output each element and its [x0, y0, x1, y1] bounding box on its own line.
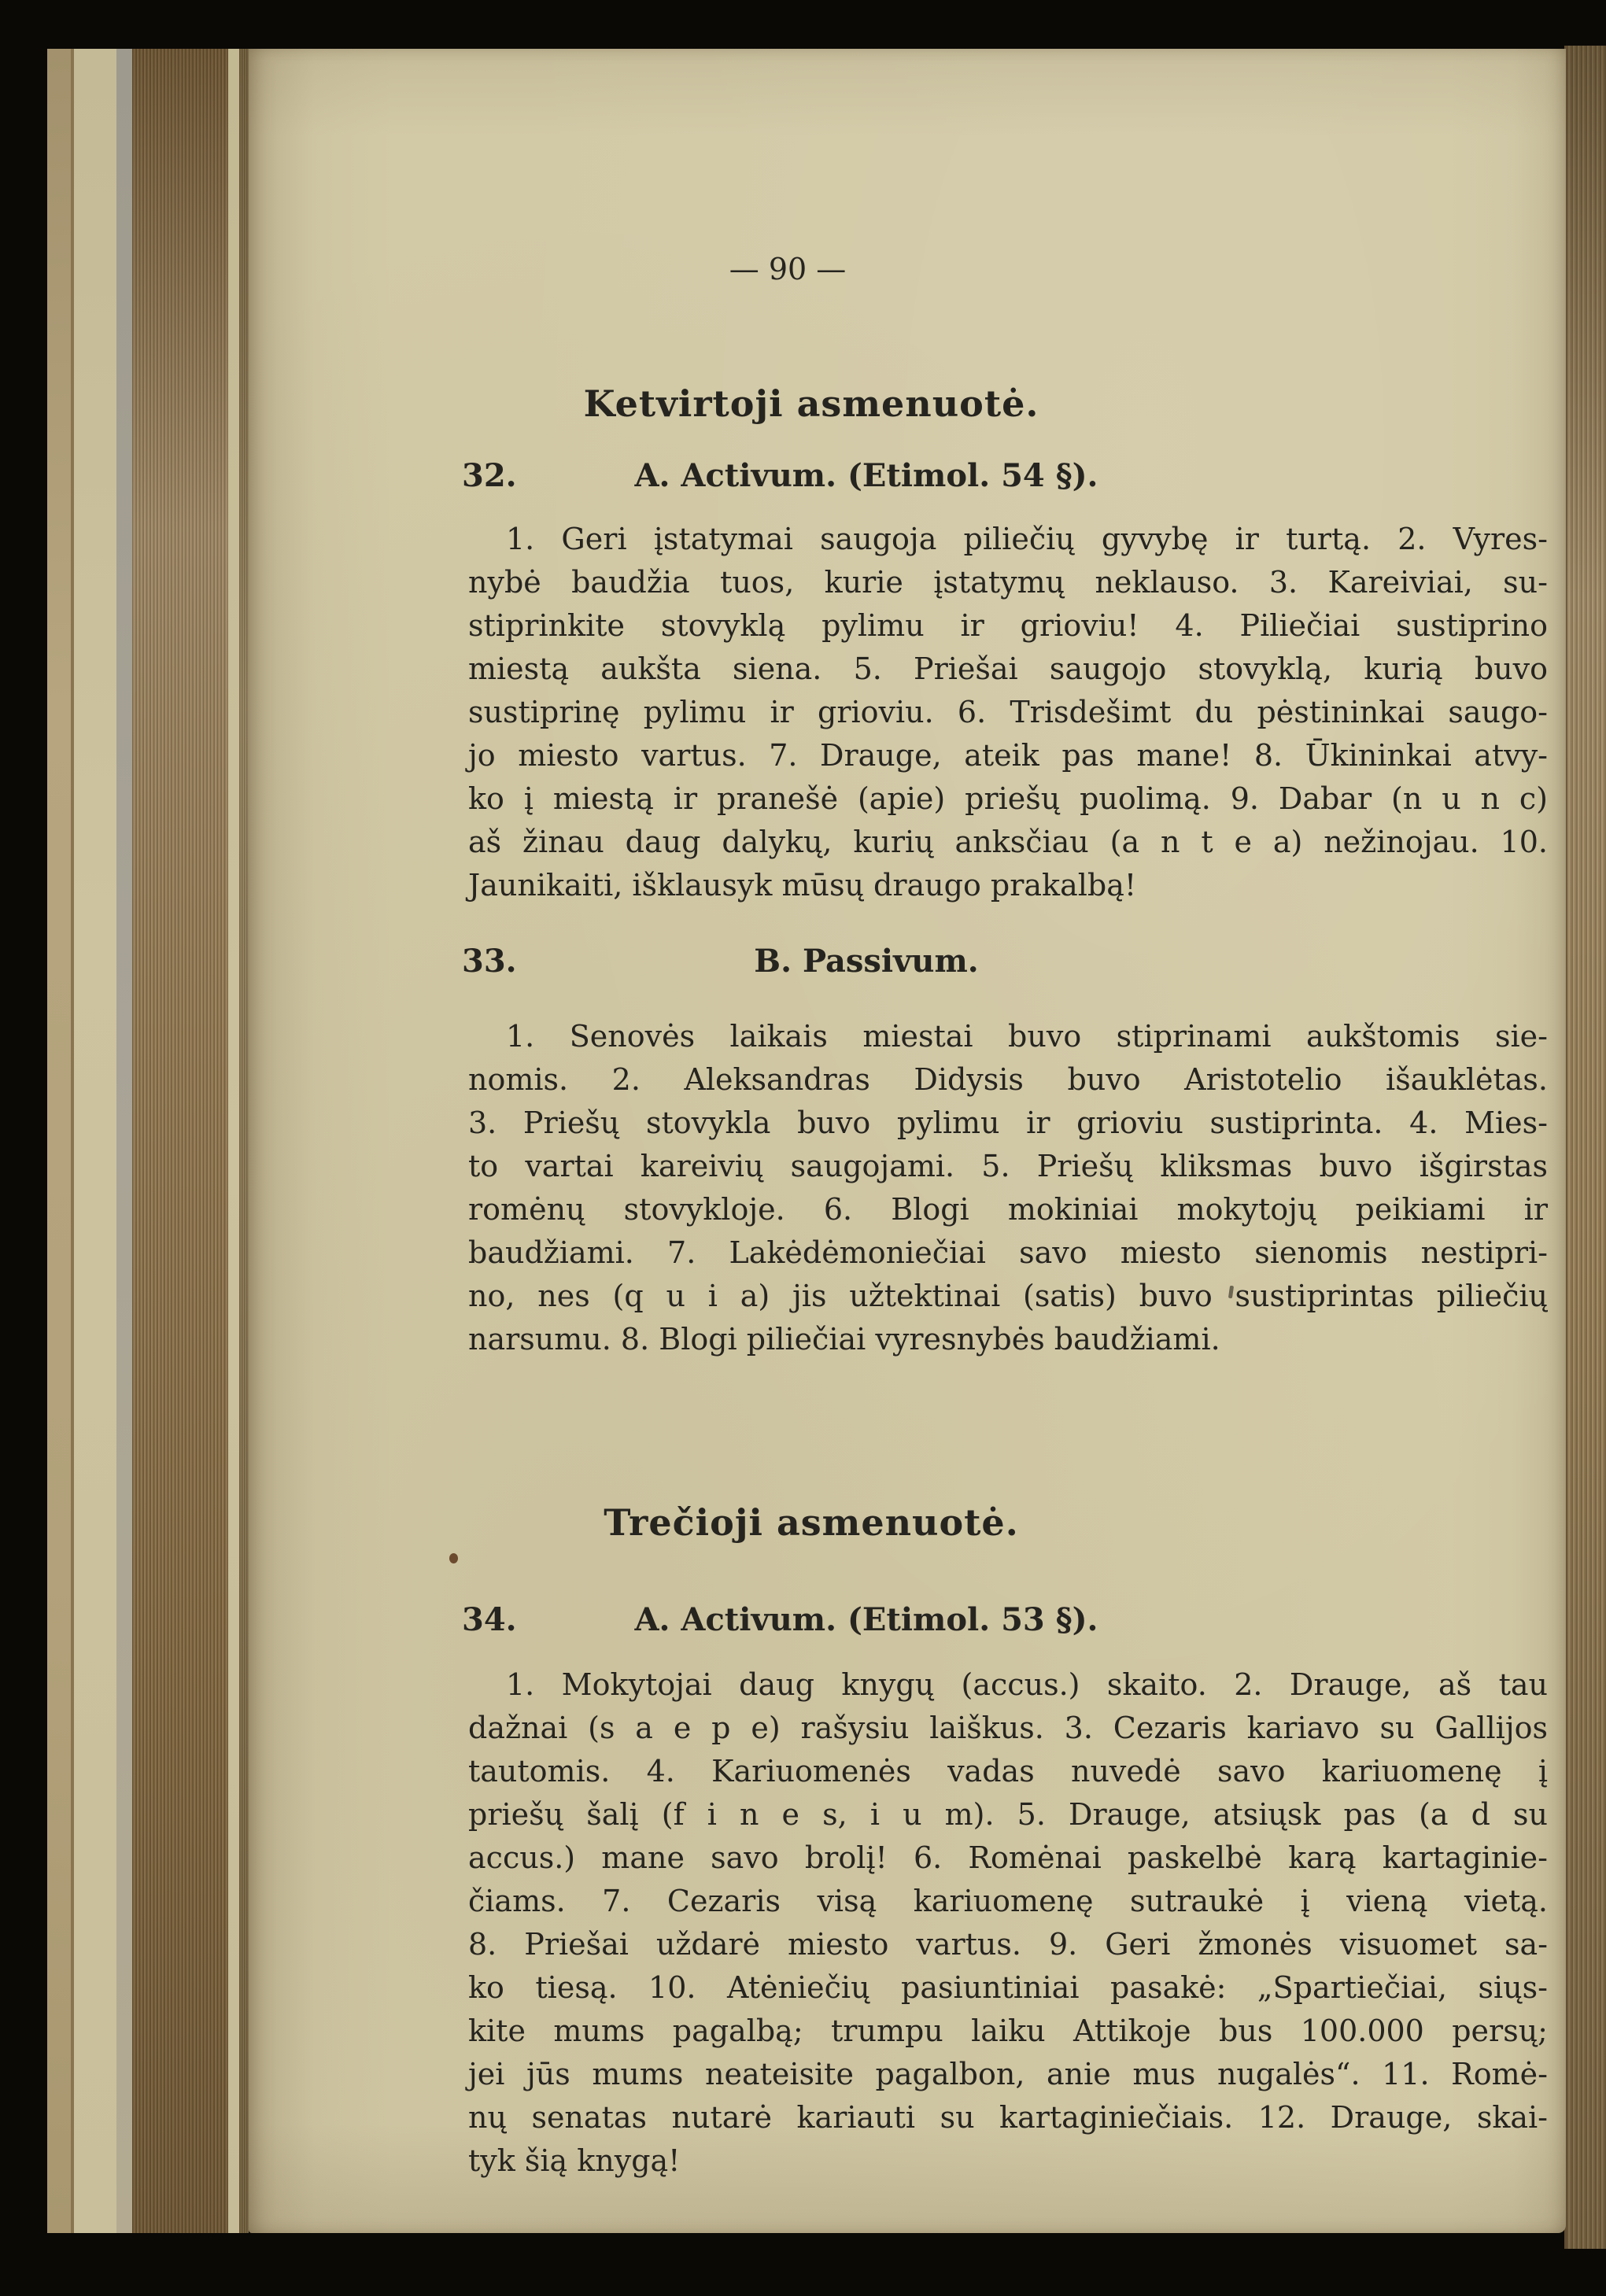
text-line: 3. Priešų stovykla buvo pylimu ir grioviu sustiprinta. 4. Mies- — [468, 1106, 1548, 1140]
text-line: aš žinau daug dalykų, kurių anksčiau (a n t e a) nežinojau. 10. — [468, 825, 1548, 859]
text-line: 1. Geri įstatymai saugoja piliečių gyvybę ir turtą. 2. Vyres- — [506, 522, 1548, 556]
text-line: miestą aukšta siena. 5. Priešai saugojo stovyklą, kurią buvo — [468, 652, 1548, 686]
section-number: 34. — [462, 1601, 517, 1638]
scan-bed-top — [0, 0, 1606, 49]
text-line: kite mums pagalbą; trumpu laiku Attikoje bus 100.000 persų; — [468, 2014, 1548, 2048]
text-line: nų senatas nutarė kariauti su kartaginiečiais. 12. Drauge, skai- — [468, 2100, 1548, 2135]
book-page — [249, 49, 1566, 2233]
text-line: tautomis. 4. Kariuomenės vadas nuvedė savo kariuomenę į — [468, 1754, 1548, 1788]
page-stack-edge — [228, 49, 239, 2233]
section-heading: A. Activum. (Etimol. 53 §). — [634, 1601, 1098, 1638]
text-line: stiprinkite stovyklą pylimu ir grioviu! 4. Piliečiai sustiprino — [468, 608, 1548, 643]
chapter-title-fourth-conjugation: Ketvirtoji asmenuotė. — [583, 382, 1039, 425]
text-line: priešų šalį (f i n e s, i u m). 5. Drauge, atsiųsk pas (a d su — [468, 1797, 1548, 1832]
exercise-paragraph-32 — [468, 518, 1548, 907]
text-line: narsumu. 8. Blogi piliečiai vyresnybės baudžiami. — [468, 1322, 1220, 1357]
scan-bed-bottom — [0, 2233, 1606, 2296]
section-number: 33. — [462, 943, 517, 980]
text-line: dažnai (s a e p e) rašysiu laiškus. 3. Cezaris kariavo su Gallijos — [468, 1711, 1548, 1745]
text-column — [462, 49, 1548, 2183]
text-line: 1. Mokytojai daug knygų (accus.) skaito. 2. Drauge, aš tau — [506, 1667, 1548, 1702]
page-stack-fore-edge — [239, 49, 249, 2233]
book-cover-edge — [47, 49, 74, 2233]
page-stack-edge — [74, 49, 116, 2233]
section-heading-row — [462, 1600, 1548, 1640]
section-number: 32. — [462, 457, 517, 494]
text-line: sustiprinę pylimu ir grioviu. 6. Trisdešimt du pėstininkai saugo- — [468, 695, 1548, 729]
text-line: tyk šią knygą! — [468, 2143, 681, 2178]
text-line: accus.) mane savo brolį! 6. Romėnai paskelbė karą kartaginie- — [468, 1840, 1548, 1875]
section-heading: A. Activum. (Etimol. 54 §). — [634, 457, 1098, 494]
book-right-edge — [1564, 46, 1606, 2249]
chapter-title-third-conjugation: Trečioji asmenuotė. — [604, 1501, 1019, 1544]
scan-bed-left — [0, 0, 47, 2296]
page-number: — 90 — — [729, 252, 847, 286]
text-line: nomis. 2. Aleksandras Didysis buvo Aristotelio išauklėtas. — [468, 1062, 1548, 1097]
text-line: no, nes (q u i a) jis užtektinai (satis) buvo sustiprintas piliečių — [468, 1279, 1548, 1313]
text-line: nybė baudžia tuos, kurie įstatymų neklauso. 3. Kareiviai, su- — [468, 565, 1548, 600]
ink-spot-artifact — [449, 1553, 458, 1563]
section-heading: B. Passivum. — [754, 943, 979, 980]
text-line: 8. Priešai uždarė miesto vartus. 9. Geri žmonės visuomet sa- — [468, 1927, 1548, 1962]
text-line: jo miesto vartus. 7. Drauge, ateik pas mane! 8. Ūkininkai atvy- — [468, 738, 1548, 773]
text-line: jei jūs mums neateisite pagalbon, anie mus nugalės“. 11. Romė- — [468, 2057, 1548, 2091]
text-line: baudžiami. 7. Lakėdėmoniečiai savo miesto sienomis nestipri- — [468, 1235, 1548, 1270]
text-line: to vartai kareivių saugojami. 5. Priešų kliksmas buvo išgirstas — [468, 1149, 1548, 1183]
section-heading-row — [462, 942, 1548, 981]
text-line: 1. Senovės laikais miestai buvo stiprinami aukštomis sie- — [506, 1019, 1548, 1054]
page-stack-fore-edge — [132, 49, 228, 2233]
exercise-paragraph-34 — [468, 1663, 1548, 2183]
exercise-paragraph-33 — [468, 1015, 1548, 1361]
page-stack-edge — [116, 49, 132, 2233]
text-line: ko į miestą ir pranešė (apie) priešų puolimą. 9. Dabar (n u n c) — [468, 781, 1548, 816]
text-line: romėnų stovykloje. 6. Blogi mokiniai mokytojų peikiami ir — [468, 1192, 1548, 1227]
text-line: Jaunikaiti, išklausyk mūsų draugo prakalbą! — [468, 868, 1137, 903]
section-heading-row — [462, 456, 1548, 496]
text-line: čiams. 7. Cezaris visą kariuomenę sutraukė į vieną vietą. — [468, 1884, 1548, 1918]
text-line: ko tiesą. 10. Atėniečių pasiuntiniai pasakė: „Spartiečiai, siųs- — [468, 1970, 1548, 2005]
